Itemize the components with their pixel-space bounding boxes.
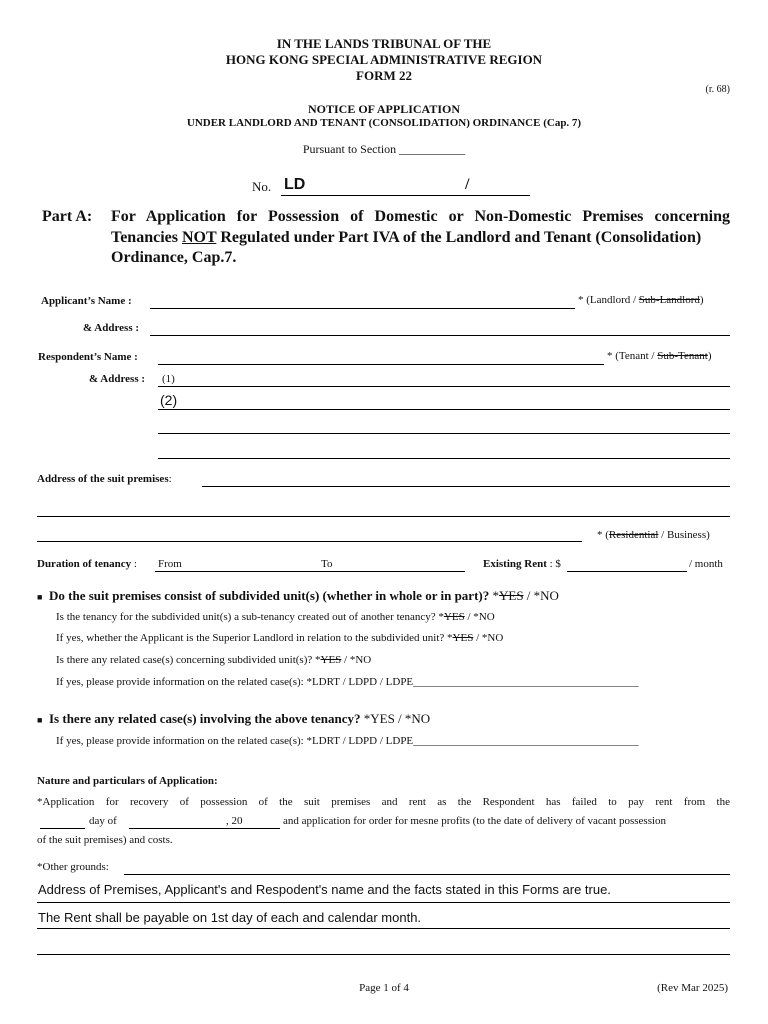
- part-a-line2-rest: Regulated under Part IVA of the Landlord and Tenant (Consolidation): [216, 229, 702, 246]
- related-case-question-text: Is there any related case(s) involving the above tenancy?: [49, 711, 361, 726]
- nature-text-line1: *Application for recovery of possession of the suit premises and rent as the Respondent has failed to pay rent from the: [37, 796, 730, 808]
- duration-of-tenancy-label: Duration of tenancy: [37, 558, 132, 570]
- subdivided-q2-struck: YES: [452, 632, 474, 644]
- respondent-address-3-field[interactable]: [158, 433, 730, 434]
- case-no-field[interactable]: [281, 195, 530, 196]
- respondent-role-text: * (Tenant /: [607, 350, 658, 362]
- revision-label: (Rev Mar 2025): [657, 982, 728, 994]
- suit-premises-colon: :: [168, 473, 172, 485]
- part-a-not-emphasis: NOT: [181, 229, 217, 246]
- existing-rent-field[interactable]: [567, 571, 687, 572]
- applicant-role: [578, 294, 704, 306]
- applicant-address-label: & Address :: [83, 322, 140, 334]
- premises-type-struck: Residential: [608, 529, 659, 541]
- suit-premises-field-1[interactable]: [202, 486, 730, 487]
- notice-subtitle: UNDER LANDLORD AND TENANT (CONSOLIDATION) ORDINANCE (Cap. 7): [186, 117, 582, 129]
- nature-text-line2: and application for order for mesne profits (to the date of delivery of vacant possession: [283, 815, 667, 827]
- notice-title: NOTICE OF APPLICATION: [307, 102, 460, 116]
- subdivided-answer-struck: YES: [498, 588, 524, 603]
- respondent-address-4-field[interactable]: [158, 458, 730, 459]
- part-a-heading-line3: Ordinance, Cap.7.: [111, 249, 237, 266]
- premises-type: [597, 529, 710, 541]
- subdivided-q2: [56, 632, 503, 644]
- per-month-label: / month: [689, 558, 723, 570]
- rent-day-field[interactable]: [40, 828, 85, 829]
- related-case-info: If yes, please provide information on the related case(s): *LDRT / LDPD / LDPE_________________________________________: [56, 735, 639, 747]
- applicant-role-struck: Sub-Landlord: [638, 294, 700, 306]
- suit-premises-label-wrap: [37, 473, 172, 485]
- court-name-line2: HONG KONG SPECIAL ADMINISTRATIVE REGION: [225, 52, 543, 67]
- subdivided-q2-no: / *NO: [473, 632, 504, 644]
- pursuant-to-section: Pursuant to Section ___________: [302, 142, 466, 156]
- court-name-line1: IN THE LANDS TRIBUNAL OF THE: [276, 36, 492, 51]
- day-of-label: day of: [89, 815, 117, 827]
- other-grounds-text-2: The Rent shall be payable on 1st day of each and calendar month.: [38, 910, 422, 925]
- rent-colon: : $: [549, 558, 561, 570]
- rent-month-year-field[interactable]: [129, 828, 280, 829]
- respondent-role-close: ): [707, 350, 712, 362]
- subdivided-q2-text: If yes, whether the Applicant is the Superior Landlord in relation to the subdivided unit? *: [56, 632, 453, 644]
- bullet-icon: ■: [37, 592, 43, 602]
- subdivided-q1-no: / *NO: [464, 611, 495, 623]
- other-grounds-field-4[interactable]: [37, 954, 730, 955]
- other-grounds-label: *Other grounds:: [37, 861, 109, 873]
- subdivided-answer-no: / *NO: [523, 588, 559, 603]
- respondent-name-label: Respondent’s Name :: [38, 351, 138, 363]
- bullet-icon: ■: [37, 715, 43, 725]
- suit-premises-label: Address of the suit premises: [37, 473, 169, 485]
- case-no-label: No.: [252, 179, 272, 194]
- case-no-prefix: LD: [284, 176, 306, 193]
- subdivided-q3: [56, 654, 371, 666]
- respondent-address-1-marker: (1): [162, 373, 175, 385]
- subdivided-question-text: Do the suit premises consist of subdivided unit(s) (whether in whole or in part)?: [49, 588, 490, 603]
- related-case-answer: *YES / *NO: [360, 711, 431, 726]
- case-no-slash: /: [465, 176, 470, 193]
- other-grounds-field-2[interactable]: [37, 902, 730, 903]
- respondent-address-2-marker: (2): [160, 392, 178, 408]
- duration-from-label: From: [158, 558, 182, 570]
- duration-to-label: To: [321, 558, 333, 570]
- subdivided-related-info: If yes, please provide information on the related case(s): *LDRT / LDPD / LDPE_________________________________________: [56, 676, 639, 688]
- premises-type-text: * (: [597, 529, 609, 541]
- other-grounds-field-1[interactable]: [124, 874, 730, 875]
- applicant-address-field[interactable]: [150, 335, 730, 336]
- duration-field[interactable]: [155, 571, 465, 572]
- duration-colon: :: [133, 558, 137, 570]
- respondent-address-1-field[interactable]: [158, 386, 730, 387]
- respondent-address-2-field[interactable]: [158, 409, 730, 410]
- part-a-heading-line2: [111, 229, 730, 247]
- nature-text-line3: of the suit premises) and costs.: [37, 834, 173, 846]
- applicant-role-text: * (Landlord /: [578, 294, 639, 306]
- nature-heading: Nature and particulars of Application:: [37, 775, 218, 787]
- duration-label-wrap: [37, 558, 137, 570]
- suit-premises-field-3[interactable]: [37, 541, 582, 542]
- applicant-role-close: ): [699, 294, 704, 306]
- subdivided-answer-text: *: [489, 588, 499, 603]
- subdivided-q1: [56, 611, 495, 623]
- year-prefix: , 20: [226, 815, 243, 827]
- part-a-heading-line1: For Application for Possession of Domestic or Non-Domestic Premises concerning: [111, 208, 730, 225]
- subdivided-q1-struck: YES: [443, 611, 465, 623]
- subdivided-q3-text: Is there any related case(s) concerning subdivided unit(s)? *: [56, 654, 321, 666]
- applicant-name-field[interactable]: [150, 308, 575, 309]
- other-grounds-field-3[interactable]: [37, 928, 730, 929]
- part-a-line2-text: Tenancies: [111, 229, 182, 246]
- applicant-name-label: Applicant’s Name :: [41, 295, 132, 307]
- subdivided-q1-text: Is the tenancy for the subdivided unit(s) a sub-tenancy created out of another tenancy? *: [56, 611, 444, 623]
- subdivided-q3-struck: YES: [320, 654, 342, 666]
- existing-rent-label: Existing Rent: [483, 558, 547, 570]
- form-number: FORM 22: [356, 68, 412, 83]
- respondent-role: [607, 350, 711, 362]
- respondent-address-label: & Address :: [89, 373, 146, 385]
- part-a-label: Part A:: [42, 208, 93, 225]
- rent-label-wrap: [483, 558, 561, 570]
- respondent-name-field[interactable]: [158, 364, 604, 365]
- respondent-role-struck: Sub-Tenant: [657, 350, 708, 362]
- page-number: Page 1 of 4: [359, 982, 409, 994]
- subdivided-question: [49, 588, 559, 604]
- premises-type-close: / Business): [658, 529, 710, 541]
- related-case-question: [49, 711, 430, 727]
- rule-reference: (r. 68): [705, 84, 730, 95]
- suit-premises-field-2[interactable]: [37, 516, 730, 517]
- other-grounds-text-1: Address of Premises, Applicant's and Respodent's name and the facts stated in this Forms are true.: [38, 882, 611, 897]
- subdivided-q3-no: / *NO: [341, 654, 372, 666]
